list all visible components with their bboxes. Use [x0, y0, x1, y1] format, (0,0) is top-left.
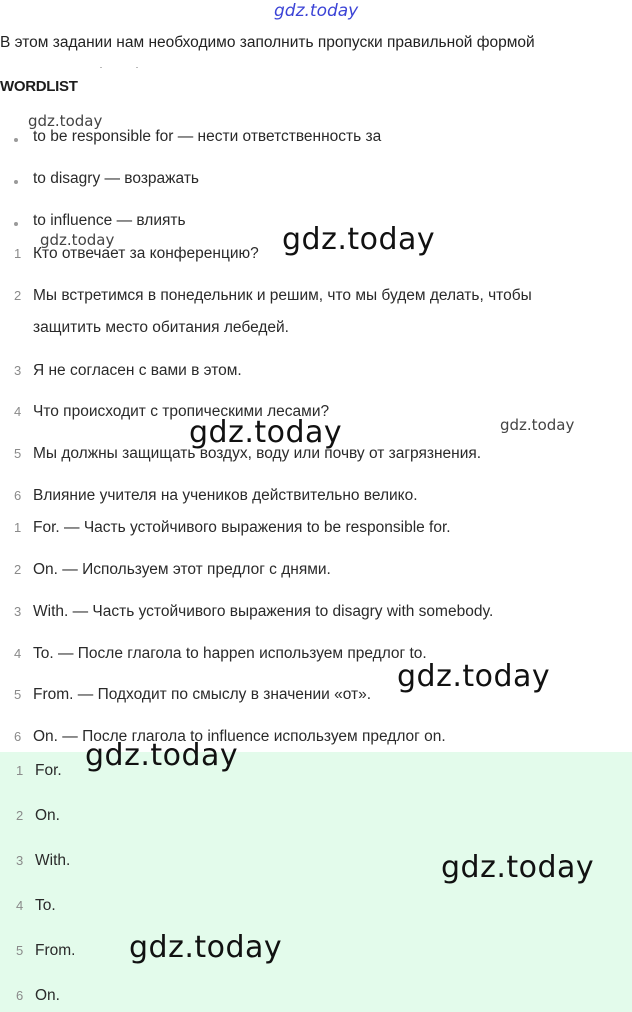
watermark-top: gdz.today	[274, 1, 359, 21]
bullet-icon	[14, 222, 18, 226]
bullet-icon	[14, 180, 18, 184]
intro-text: В этом задании нам необходимо заполнить пропуски правильной формой	[0, 34, 535, 51]
wordlist-heading: WORDLIST	[0, 78, 78, 95]
watermark: gdz.today	[441, 850, 595, 885]
decorative-dots	[100, 67, 138, 68]
watermark: gdz.today	[189, 415, 343, 450]
watermark: gdz.today	[397, 659, 551, 694]
watermark: gdz.today	[40, 231, 115, 249]
bullet-icon	[14, 138, 18, 142]
watermark: gdz.today	[500, 416, 575, 434]
watermark: gdz.today	[28, 112, 103, 130]
watermark: gdz.today	[282, 222, 436, 257]
watermark: gdz.today	[85, 738, 239, 773]
answers-panel: 1 For. 2 On. 3 With. 4 To. 5 From. 6 On.	[0, 752, 632, 1012]
watermark: gdz.today	[129, 930, 283, 965]
